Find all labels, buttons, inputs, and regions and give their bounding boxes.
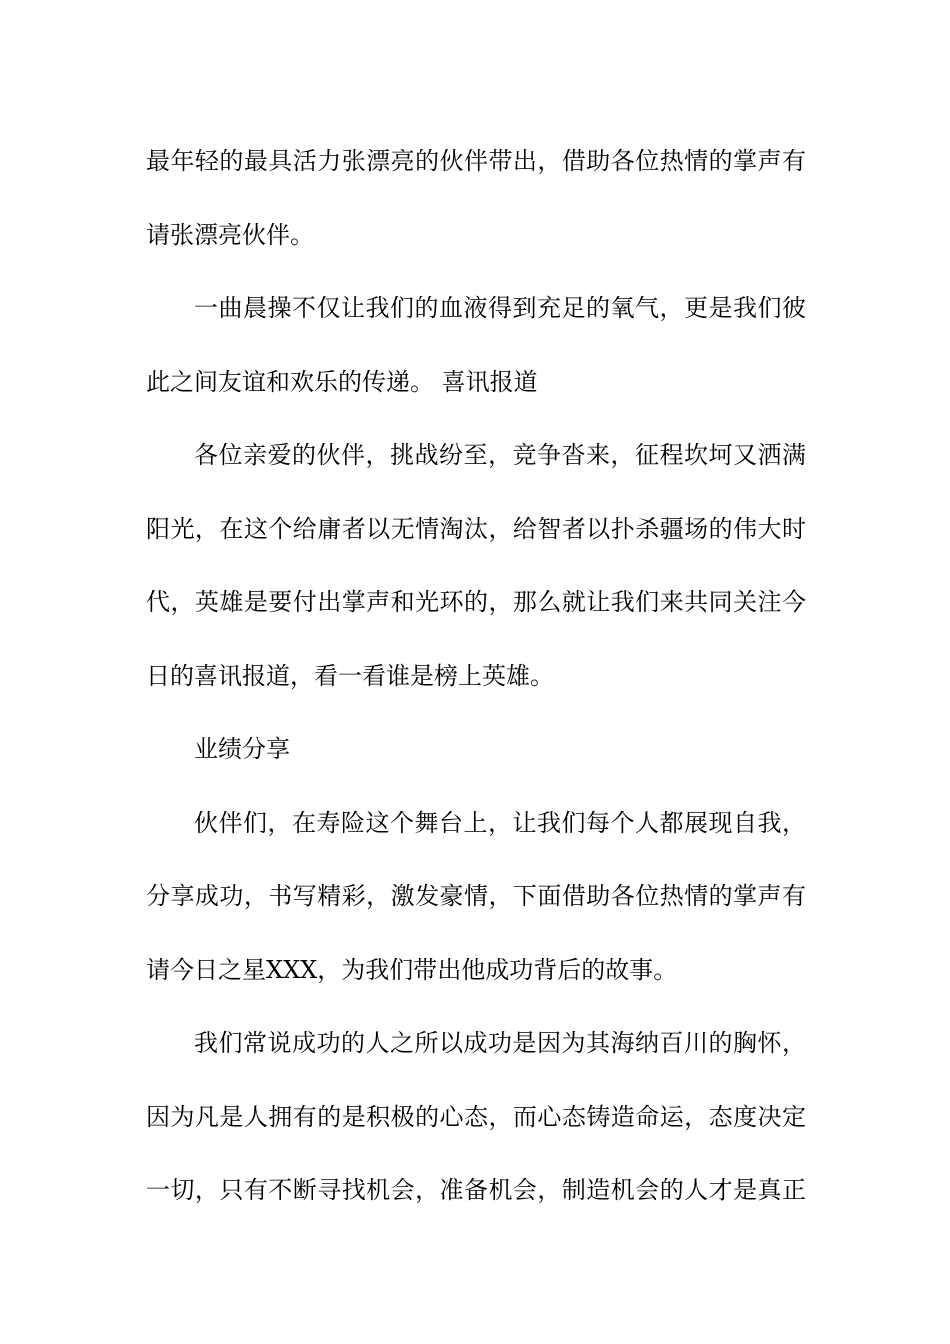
document-body xyxy=(146,125,806,1228)
text-line: 请今日之星XXX，为我们带出他成功背后的故事。 xyxy=(146,955,678,984)
text-line: 因为凡是人拥有的是积极的心态，而心态铸造命运，态度决定 xyxy=(146,1102,806,1131)
text-line: 最年轻的最具活力张漂亮的伙伴带出，借助各位热情的掌声有 xyxy=(146,147,806,175)
text-line: 分享成功，书写精彩，激发豪情，下面借助各位热情的掌声有 xyxy=(146,882,806,910)
text-line: 我们常说成功的人之所以成功是因为其海纳百川的胸怀， xyxy=(194,1029,806,1057)
text-line: 日的喜讯报道，看一看谁是榜上英雄。 xyxy=(146,661,554,690)
section-heading: 业绩分享 xyxy=(194,735,290,763)
text-line: 请张漂亮伙伴。 xyxy=(146,220,314,249)
text-line: 各位亲爱的伙伴，挑战纷至，竞争沓来，征程坎坷又洒满 xyxy=(194,441,806,469)
text-line: 阳光，在这个给庸者以无情淘汰，给智者以扑杀疆场的伟大时 xyxy=(146,514,806,543)
text-line: 一曲晨操不仅让我们的血液得到充足的氧气，更是我们彼 xyxy=(194,294,806,322)
text-line: 一切，只有不断寻找机会，准备机会，制造机会的人才是真正 xyxy=(146,1176,806,1204)
text-line: 代，英雄是要付出掌声和光环的，那么就让我们来共同关注今 xyxy=(146,588,806,616)
text-line: 伙伴们，在寿险这个舞台上，让我们每个人都展现自我， xyxy=(194,808,806,837)
text-line: 此之间友谊和欢乐的传递。 喜讯报道 xyxy=(146,367,538,396)
